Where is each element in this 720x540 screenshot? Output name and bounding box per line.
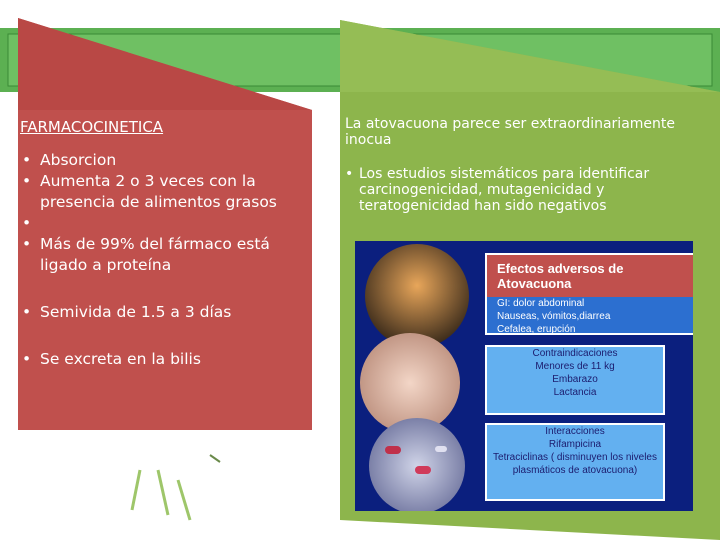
contraindications-box: Contraindicaciones Menores de 11 kg Embarazo Lactancia <box>485 345 665 415</box>
photo-pills <box>369 418 465 511</box>
plant-stem <box>210 455 220 462</box>
plant-stem <box>132 470 140 510</box>
plant-stem <box>178 480 190 520</box>
list-item: • Se excreta en la bilis <box>22 350 201 368</box>
effects-box: Efectos adversos de Atovacuona GI: dolor abdominal Nauseas, vómitos,diarrea Cefalea, erupción <box>485 253 693 335</box>
interactions-box: Interacciones Rifampicina Tetraciclinas ( disminuyen los niveles plasmáticos de atovacuona) <box>485 423 665 501</box>
list-item: • Absorcion <box>22 151 117 169</box>
photo-mother-baby <box>360 333 460 433</box>
photo-abdominal-pain <box>365 244 469 348</box>
spacer <box>20 276 310 302</box>
left-text-block <box>20 118 310 370</box>
spacer <box>20 323 310 349</box>
list-item: • Más de 99% del fármaco está ligado a proteína <box>22 235 270 274</box>
list-item: • <box>22 214 32 232</box>
right-text-block <box>345 116 705 214</box>
section-title: FARMACOCINETICA <box>20 118 164 136</box>
list-item: • Aumenta 2 o 3 veces con la presencia de alimentos grasos <box>22 172 277 211</box>
plant-stem <box>158 470 168 515</box>
list-item: • Los estudios sistemáticos para identificar carcinogenicidad, mutagenicidad y teratogenicidad han sido negativos <box>345 166 650 214</box>
intro-text: La atovacuona parece ser extraordinariamente inocua <box>345 116 675 148</box>
left-bullet-list <box>20 150 310 370</box>
adverse-effects-image <box>355 241 693 511</box>
list-item: • Semivida de 1.5 a 3 días <box>22 303 232 321</box>
